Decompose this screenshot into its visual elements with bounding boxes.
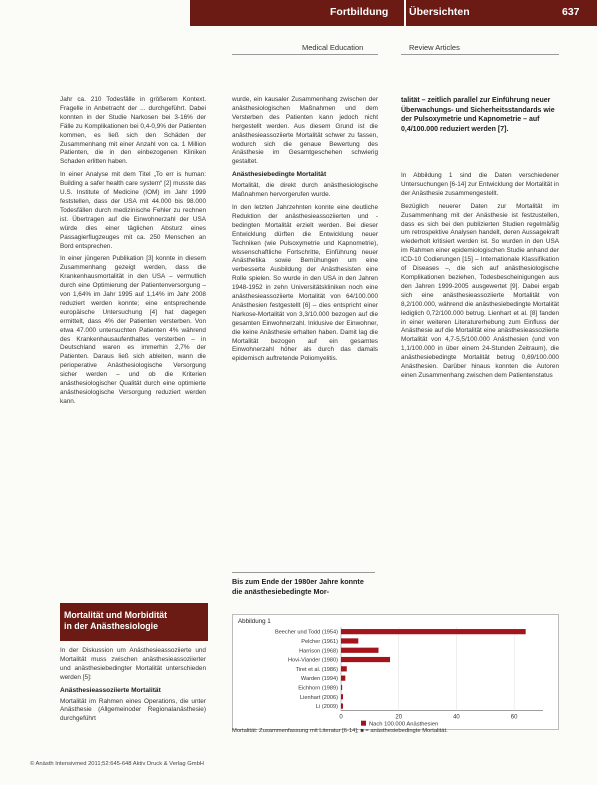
category-label: Eichhorn (1989) bbox=[298, 685, 338, 692]
bar bbox=[341, 694, 343, 699]
bar bbox=[341, 648, 379, 653]
category-label: Warden (1994) bbox=[300, 676, 338, 683]
page-footer: © Anästh Intensivmed 2011;52:645-648 Aktiv Druck & Verlag GmbH bbox=[30, 761, 204, 767]
subtitle-right: Review Articles bbox=[409, 43, 460, 52]
x-tick-label: 0 bbox=[339, 714, 343, 721]
legend-label: Nach 100.000 Anästhesien bbox=[369, 721, 439, 728]
category-label: Hovi-Viander (1980) bbox=[288, 657, 338, 664]
section-left-label: Fortbildung bbox=[330, 6, 389, 18]
category-label: Lienhart (2006) bbox=[300, 694, 338, 701]
bar bbox=[341, 676, 345, 681]
paragraph: In der Diskussion um Anästhesieassoziierte und Mortalität muss zwischen anästhesieassoziierter und anästhesiebedingter Mortalität unterschieden werden [5]: bbox=[60, 647, 206, 681]
section-heading-box bbox=[60, 603, 208, 641]
section-heading-line: Mortalität und Morbidität bbox=[64, 610, 168, 620]
bar bbox=[341, 685, 342, 690]
callout-text: Bis zum Ende der 1980er Jahre konnte die anästhesiebedingte Mor- bbox=[232, 572, 375, 597]
paragraph: In einer jüngeren Publikation [3] konnte in diesem Zusammenhang gezeigt werden, dass die Krankenhausmortalität in den USA – vermutlich durch eine Optimierung der Patientenversorgung – von 1,64% im Jahr 1995 auf 1,14% im Jahr 2008 reduziert werden konnte; eine entsprechende europäische Untersuchung [4] hat dagegen ermittelt, dass 4% der Patienten versterben. Von etwa 47.000 untersuchten Patienten 4% während des Krankenhausaufenthaltes versterben – in Deutschland waren es immerhin 2,7% der Patienten. Daraus ließ sich ableiten, wann die perioperative Anästhesiologische Versorgung sicher werden – und ob die Kriterien anästhesiologischer Qualität durch eine optimierte anästhesiologische Versorgung reduziert werden kann. bbox=[60, 255, 206, 405]
paragraph: In einer Analyse mit dem Titel „To err is human: Building a safer health care system“ [2] musste das U.S. Institute of Medicine (IOM) im Jahr 1999 feststellen, dass der USA mit 44.000 bis 98.000 Todesfällen durch medizinische Fehler zu rechnen ist. Übertragen auf die Einwohnerzahl der USA würde dies einer täglichen Absturz eines Passagierflugzeuges mit ca. 250 Menschen an Bord entsprechen. bbox=[60, 171, 206, 250]
figure-1 bbox=[232, 614, 559, 730]
column-3 bbox=[401, 172, 559, 385]
column-1-lower bbox=[60, 647, 206, 728]
x-tick-label: 60 bbox=[510, 714, 518, 721]
header-blank bbox=[0, 0, 190, 26]
section-right-label: Übersichten bbox=[409, 6, 470, 18]
category-label: Harrison (1968) bbox=[299, 648, 338, 655]
legend-swatch bbox=[361, 721, 366, 726]
paragraph: In den letzten Jahrzehnten konnte eine deutliche Reduktion der anästhesieassoziierten und -bedingten Mortalität erzielt werden. Bei dieser Entwicklung dürften die Entwicklung neuer Techniken (wie Pulsoxymetrie und Kapnometrie), wissenschaftliche Fortschritte, Einführung neuer Anästhetika sowie Bemühungen um eine verbesserte Ausbildung der Anästhesisten eine Rolle spielen. So wurde in den USA in den Jahren 1948-1952 in zehn Universitätskliniken noch eine anästhesieassoziierte Mortalität von 64/100.000 Anästhesien festgestellt [6] – dies entspricht einer Narkose-Mortalität von 3,3/10.000 bezogen auf die gesamten Einwohnerzahl. Inklusive der Einwohner, die keine Anästhesie erhalten haben. Damit lag die Mortalität bezogen auf ein gesamtes Einwohnerzahl höher als durch das damals epidemisch auftretende Poliomyelitis. bbox=[232, 203, 378, 363]
subheading: Anästhesiebedingte Mortalität bbox=[232, 171, 327, 179]
paragraph: In Abbildung 1 sind die Daten verschiedener Untersuchungen [6-14] zur Entwicklung der Mortalität in der Anästhesie zusammengestellt. bbox=[401, 172, 559, 197]
paragraph: Jahr ca. 210 Todesfälle in größerem Kontext. Fragelle in Anbetracht der ... durchgeführt. Dabei konnten in der Studie Narkosen bei 3-16% der Fälle zu Komplikationen bei 0,4-0,9% der Patienten kommen, es ließ sich den Schäden der Zusammenhang mit einer Anzahl von ca. 1 Million Patienten, die in den einbezogenen Kliniken Schaden erlitten haben. bbox=[60, 96, 206, 166]
header-rule-left bbox=[232, 54, 378, 55]
bar bbox=[341, 703, 343, 708]
category-label: Li (2009) bbox=[315, 704, 338, 711]
x-tick-label: 20 bbox=[395, 714, 403, 721]
category-label: Pelcher (1961) bbox=[301, 638, 338, 645]
highlight-text: talität – zeitlich parallel zur Einführung neuer Überwachungs- und Sicherheitsstandards wie der Pulsoxymetrie und Kapnometrie – auf 0,4/100.000 reduziert werden [7]. bbox=[401, 97, 555, 133]
header-band bbox=[190, 0, 597, 26]
header-divider bbox=[404, 0, 406, 26]
paragraph: Mortalität, die direkt durch anästhesiologische Maßnahmen hervorgerufen wurde. bbox=[232, 182, 378, 199]
subtitle-left: Medical Education bbox=[302, 43, 364, 52]
paragraph: Mortalität im Rahmen eines Operations, die unter Anästhesie (Allgemeinoder Regionalanästhesie) durchgeführt bbox=[60, 697, 206, 723]
subheading: Anästhesieassoziierte Mortalität bbox=[60, 686, 161, 694]
column-1 bbox=[60, 96, 206, 411]
x-tick-label: 40 bbox=[453, 714, 460, 721]
section-heading bbox=[60, 603, 208, 639]
figure-caption: Mortalität: Zusammenfassung mit Literatur [6-14]; ■ = anästhesiebedingte Mortalität. bbox=[232, 728, 448, 734]
bar bbox=[341, 638, 358, 643]
page-header bbox=[0, 0, 597, 32]
header-rule-right bbox=[401, 54, 559, 55]
section-heading-line: in der Anästhesiologie bbox=[64, 621, 159, 631]
page-number: 637 bbox=[562, 6, 580, 18]
mortality-bar-chart bbox=[233, 615, 558, 729]
bar bbox=[341, 657, 390, 662]
paragraph: wurde, ein kausaler Zusammenhang zwischen der anästhesiologischen Maßnahmen und dem Versterben des Patienten kann jedoch nicht hergestellt werden. Aus diesem Grund ist die anästhesieassoziierte Mortalität schwer zu fassen, wodurch sich die genaue Bewertung des Anästhesie im Gesamtgeschehen schwierig gestaltet. bbox=[232, 96, 378, 166]
bar bbox=[341, 629, 526, 634]
figure-label: Abbildung 1 bbox=[238, 618, 271, 625]
category-label: Beecher und Todd (1954) bbox=[274, 629, 338, 636]
paragraph: Bezüglich neuerer Daten zur Mortalität im Zusammenhang mit der Anästhesie ist festzustellen, dass es sich bei den publizierten Studien regelmäßig um retrospektive Analysen handelt, deren Aussagekraft wiederholt kritisiert werden ist. So wurden in den USA im Rahmen einer epidemiologischen Studie anhand der ICD-10 Codierungen [15] – Internationale Klassifikation of Diseases –, die sich auf anästhesiologische Komplikationen beziehen, Todesbescheinigungen aus den Jahren 1999-2005 ausgewertet [9]. Dabei ergab sich eine anästhesieassoziierte Mortalität von 8,2/100.000, während die anästhesiebedingte Mortalität lediglich 0,72/100.000 betrug. Lienhart et al. [8] fanden in einer weiteren Literaturerhebung zum Einfluss der Anästhesie auf die Mortalität eine anästhesieassoziierte Mortalität von 4,7-5,5/100.000 Anästhesien (und von 1,1/100.000 in über einem 24-Stunden Zeitraum), die anästhesiebedingte Mortalität betrug 0,69/100.000 Anästhesien. Darüber hinaus konnten die Autoren einen Zusammenhang zwischen dem Patientenstatus bbox=[401, 202, 559, 379]
bar bbox=[341, 666, 347, 671]
column-2 bbox=[232, 96, 378, 368]
category-label: Tiret et al. (1986) bbox=[295, 666, 338, 673]
